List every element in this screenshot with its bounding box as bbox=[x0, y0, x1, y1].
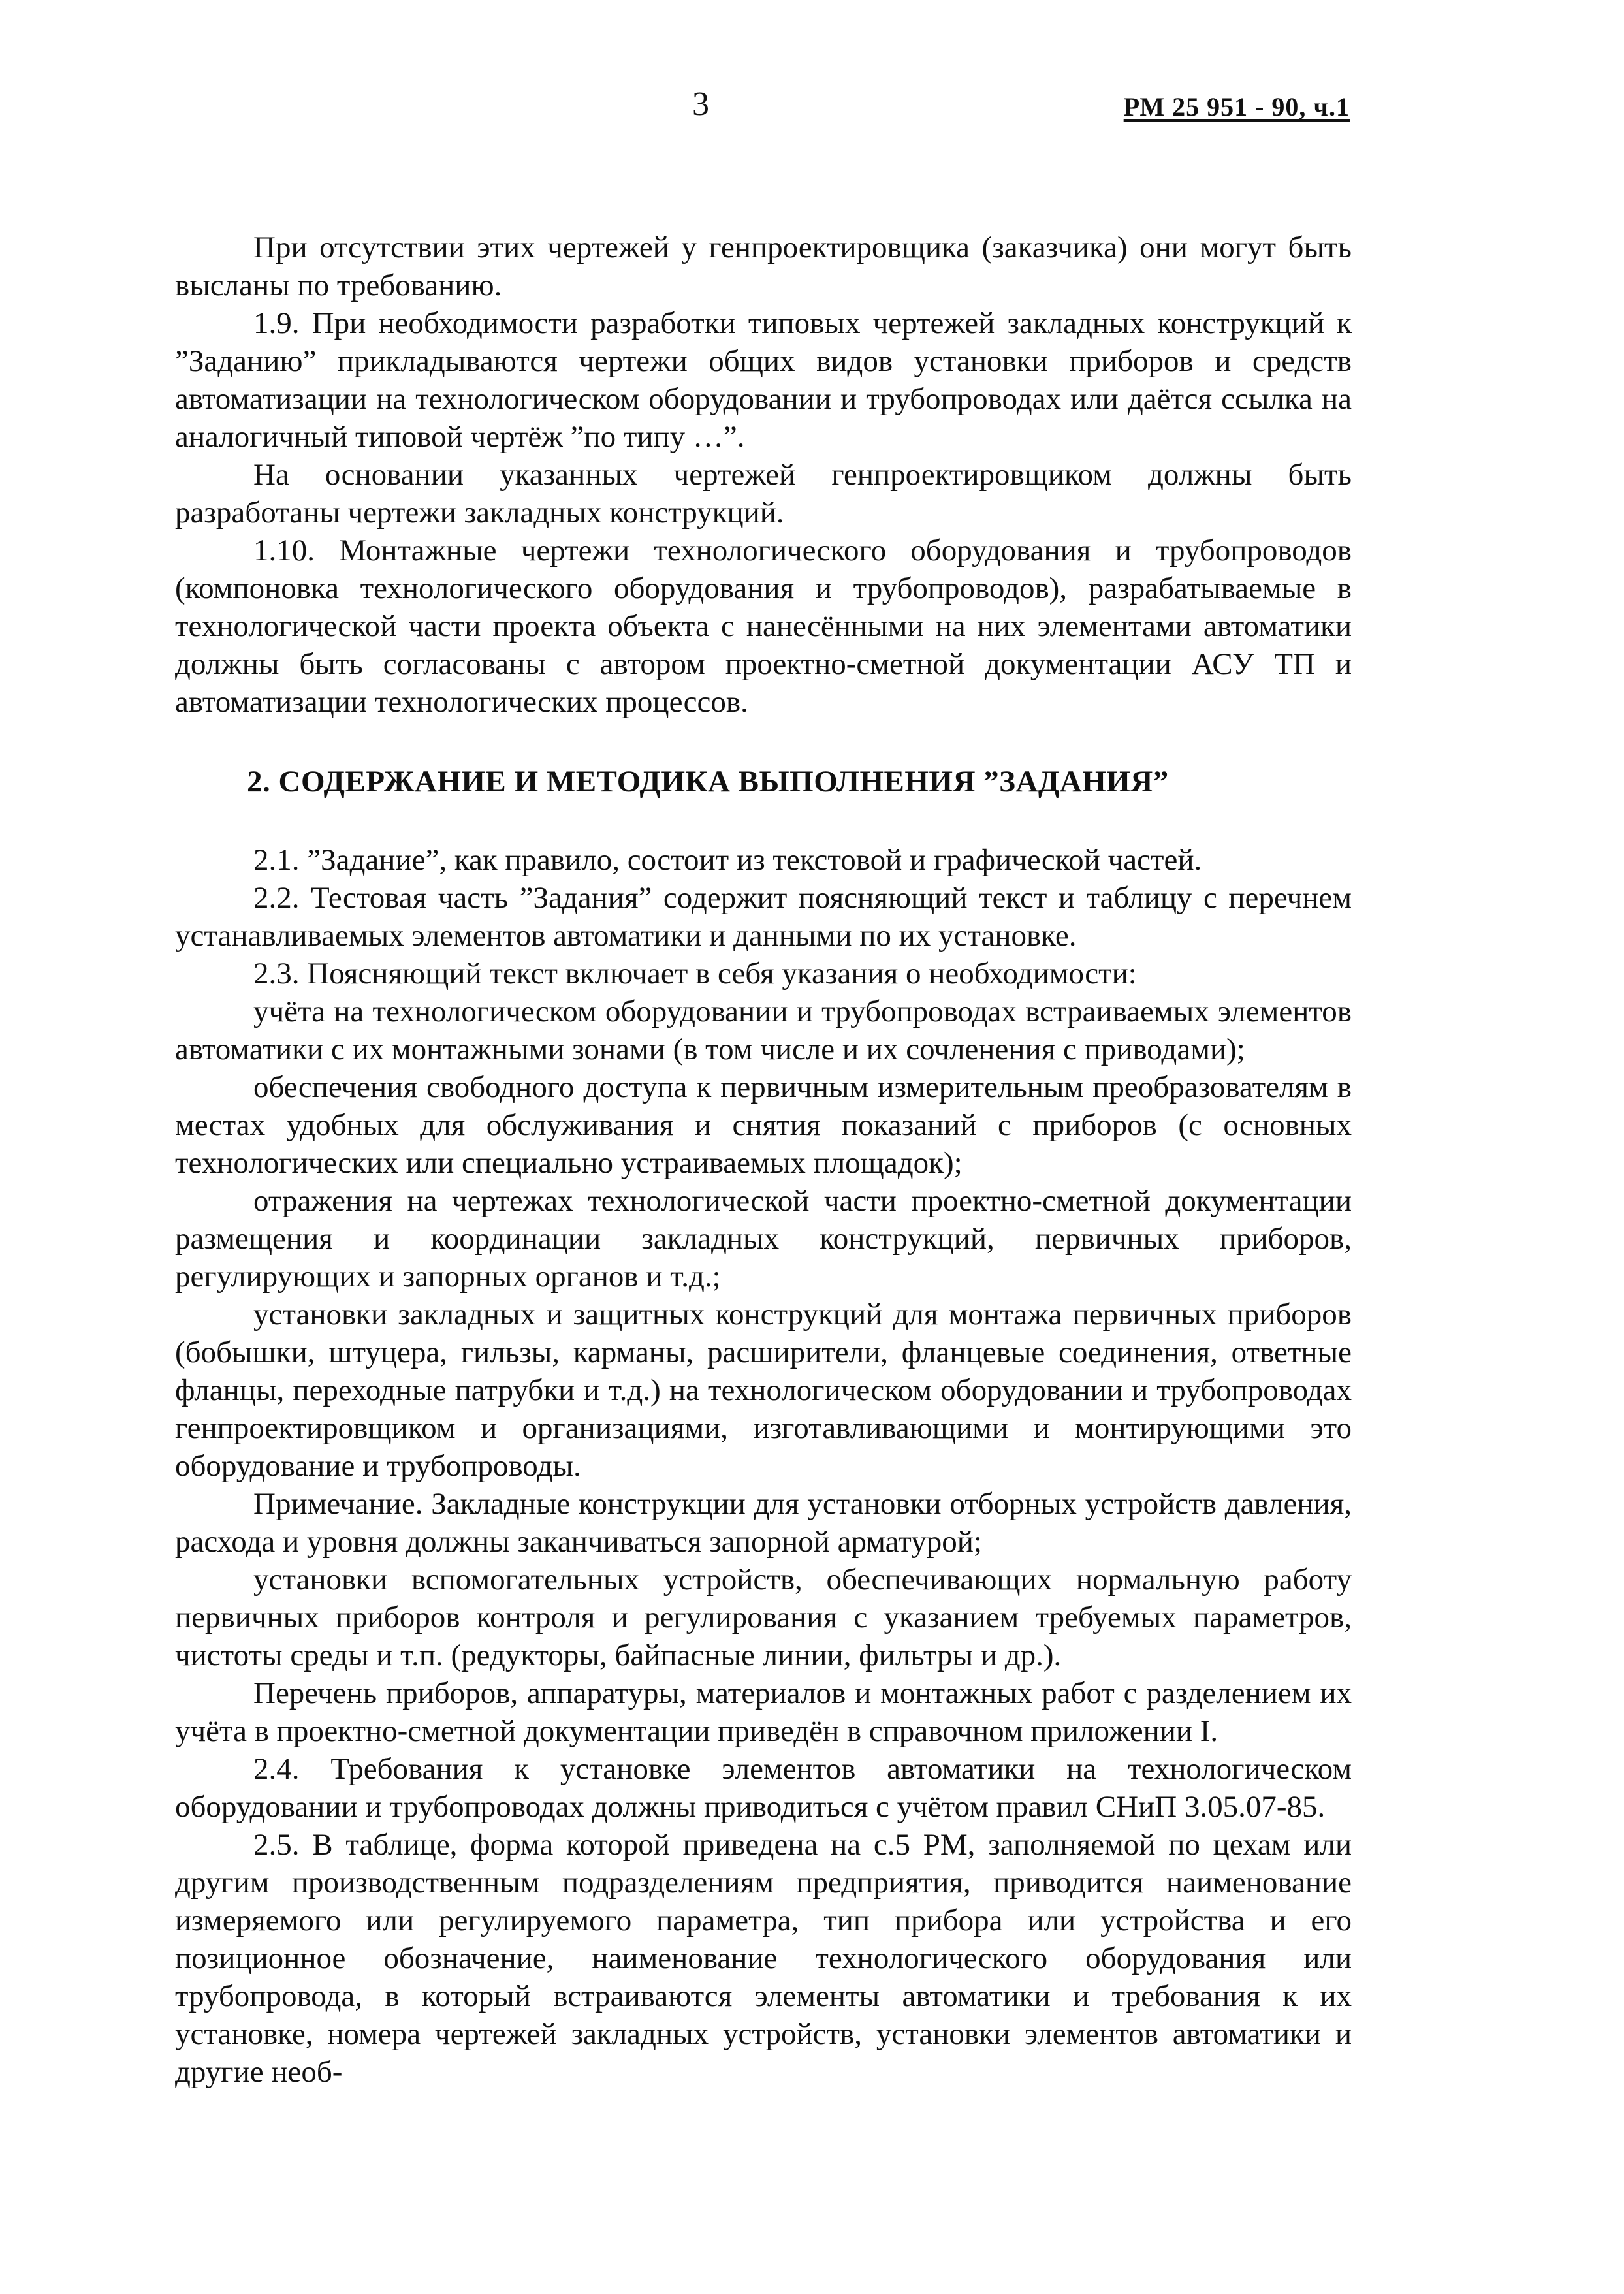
paragraph-2-3: 2.3. Поясняющий текст включает в себя указания о необходимости: bbox=[253, 957, 1137, 991]
document-code: РМ 25 951 - 90, ч.1 bbox=[1123, 92, 1350, 121]
paragraph-1-10: 1.10. Монтажные чертежи технологического оборудования и трубопроводов (компоновка технологического оборудования и трубопроводов), разрабатываемые в технологической части проекта объекта с нанесёнными на них элементами автоматики должны быть согласованы с автором проектно-сметной документации АСУ ТП и автоматизации технологических процессов. bbox=[175, 534, 1352, 719]
paragraph: При отсутствии этих чертежей у генпроектировщика (заказчика) они могут быть высланы по требованию. bbox=[175, 231, 1352, 302]
page-number: 3 bbox=[692, 86, 709, 123]
paragraph: На основании указанных чертежей генпроектировщиком должны быть разработаны чертежи закладных конструкций. bbox=[175, 458, 1352, 530]
list-item: учёта на технологическом оборудовании и трубопроводах встраиваемых элементов автоматики с их монтажными зонами (в том числе и их сочленения с приводами); bbox=[175, 995, 1352, 1066]
paragraph: Перечень приборов, аппаратуры, материалов и монтажных работ с разделением их учёта в проектно-сметной документации приведён в справочном приложении I. bbox=[175, 1676, 1352, 1748]
paragraph-1-9: 1.9. При необходимости разработки типовых чертежей закладных конструкций к ”Заданию” прикладываются чертежи общих видов установки приборов и средств автоматизации на технологическом оборудовании и трубопроводах или даётся ссылка на аналогичный типовой чертёж ”по типу …”. bbox=[175, 306, 1352, 454]
list-item: обеспечения свободного доступа к первичным измерительным преобразователям в местах удобных для обслуживания и снятия показаний с приборов (с основных технологических или специально устраиваемых площадок); bbox=[175, 1070, 1352, 1180]
paragraph-2-4: 2.4. Требования к установке элементов автоматики на технологическом оборудовании и трубопроводах должны приводиться с учётом правил СНиП 3.05.07-85. bbox=[175, 1752, 1352, 1824]
list-item: установки закладных и защитных конструкций для монтажа первичных приборов (бобышки, штуцера, гильзы, карманы, расширители, фланцевые соединения, ответные фланцы, переходные патрубки и т.д.) на технологическом оборудовании и трубопроводах генпроектировщиком и организациями, изготавливающими и монтирующими это оборудование и трубопроводы. bbox=[175, 1298, 1352, 1483]
body-text bbox=[175, 229, 1352, 2091]
paragraph-2-2: 2.2. Тестовая часть ”Задания” содержит поясняющий текст и таблицу с перечнем устанавливаемых элементов автоматики и данными по их установке. bbox=[175, 881, 1352, 953]
list-item: установки вспомогательных устройств, обеспечивающих нормальную работу первичных приборов контроля и регулирования с указанием требуемых параметров, чистоты среды и т.п. (редукторы, байпасные линии, фильтры и др.). bbox=[175, 1563, 1352, 1672]
section-heading: 2. СОДЕРЖАНИЕ И МЕТОДИКА ВЫПОЛНЕНИЯ ”ЗАДАНИЯ” bbox=[247, 765, 1169, 799]
note-paragraph: Примечание. Закладные конструкции для установки отборных устройств давления, расхода и уровня должны заканчиваться запорной арматурой; bbox=[175, 1487, 1352, 1559]
paragraph-2-1: 2.1. ”Задание”, как правило, состоит из текстовой и графической частей. bbox=[253, 843, 1202, 877]
paragraph-2-5: 2.5. В таблице, форма которой приведена на с.5 РМ, заполняемой по цехам или другим производственным подразделениям предприятия, приводится наименование измеряемого или регулируемого параметра, тип прибора или устройства и его позиционное обозначение, наименование технологического оборудования или трубопровода, в который встраиваются элементы автоматики и требования к их установке, номера чертежей закладных устройств, установки элементов автоматики и другие необ- bbox=[175, 1828, 1352, 2089]
list-item: отражения на чертежах технологической части проектно-сметной документации размещения и координации закладных конструкций, первичных приборов, регулирующих и запорных органов и т.д.; bbox=[175, 1184, 1352, 1294]
